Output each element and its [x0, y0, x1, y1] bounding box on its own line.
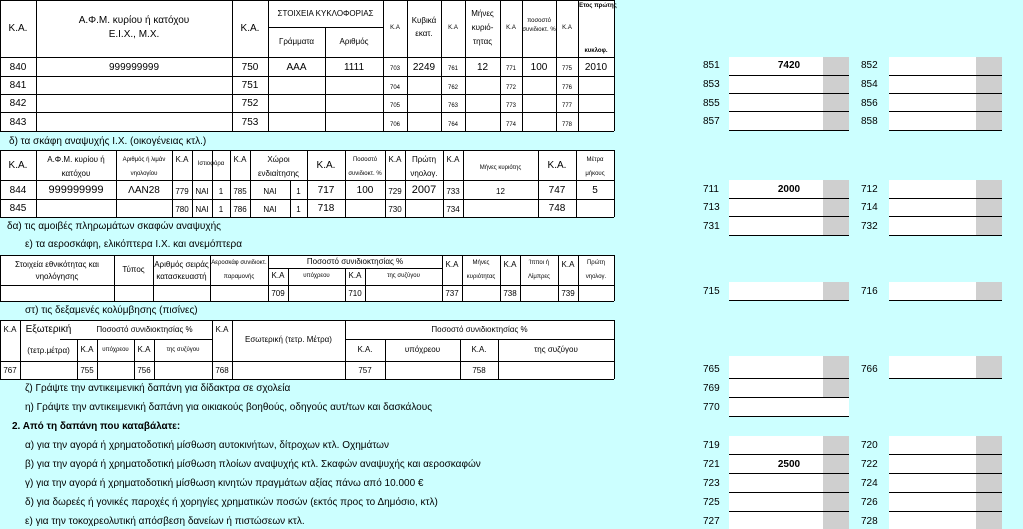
t1-r1-ka: 841 [9, 80, 27, 91]
t3-h-ippoi2: Λίμπρες [528, 274, 550, 280]
right-code-713: 713 [703, 202, 720, 213]
t2-h-proti2: νηολογ. [410, 169, 438, 178]
t1-h-grammata: Γράμματα [278, 37, 315, 46]
t4-h-syz: της συζύγου [166, 347, 200, 353]
right-grey-711 [823, 180, 849, 199]
t2-r1-afm[interactable]: 999999999 [48, 184, 104, 196]
t2-r2-k786: 786 [233, 205, 247, 214]
t1-r3-k3: 706 [389, 122, 400, 128]
right-field-728[interactable] [889, 512, 976, 529]
t1-h-mines2: κυριό- [471, 23, 494, 32]
right-field-769[interactable] [729, 379, 823, 398]
t1-r0-k6: 775 [561, 66, 572, 72]
right-grey-722 [976, 455, 1002, 474]
t3-h-ka3: Κ.Α [445, 260, 459, 269]
t1-r0-pos[interactable]: 100 [530, 62, 548, 73]
right-code-731: 731 [703, 221, 720, 232]
t2-h-ar1: Αριθμός ή λιμάν [122, 157, 166, 163]
right-code-714: 714 [861, 202, 878, 213]
t3-k737: 737 [445, 289, 459, 298]
right-code-728: 728 [861, 516, 878, 527]
right-grey-765 [823, 356, 849, 379]
t2-h-ka5: Κ.Α [388, 155, 402, 164]
t3-h-st1: Στοιχεία εθνικότητας και [15, 260, 99, 269]
t2-h-pososto2: συνιδιοκτ. % [348, 171, 382, 177]
t1-r3-k5: 774 [505, 122, 516, 128]
t2-h-ar2: νηολογίου [130, 171, 158, 177]
right-field-852[interactable] [889, 57, 976, 76]
t2-r2-one2[interactable]: 1 [296, 205, 301, 214]
t2-r1-k785: 785 [233, 187, 247, 196]
right-field-858[interactable] [889, 112, 976, 131]
t1-r1-k5: 772 [505, 85, 516, 91]
right-code-856: 856 [861, 98, 878, 109]
right-field-712[interactable] [889, 180, 976, 199]
t1-r3-ka: 843 [9, 117, 27, 128]
t2-h-ka: Κ.Α. [8, 160, 28, 171]
t2-r1-proti[interactable]: 2007 [411, 184, 437, 196]
t4-h-ext2: (τετρ.μέτρα) [27, 346, 70, 355]
right-grey-854 [976, 76, 1002, 94]
t4-h-ypox2: υπόχρεου [404, 345, 441, 354]
right-grey-857 [823, 112, 849, 131]
t1-r2-k5: 773 [505, 103, 516, 109]
right-grey-720 [976, 436, 1002, 455]
t1-r0-k5: 771 [505, 66, 516, 72]
t1-h-ka: Κ.Α. [8, 23, 28, 34]
t2-r2-k748: 748 [548, 203, 566, 214]
t1-h-ka3: Κ.Α [390, 25, 400, 31]
right-code-732: 732 [861, 221, 878, 232]
right-field-723[interactable] [729, 474, 823, 493]
t2-h-pososto1: Ποσοστό [352, 157, 378, 163]
right-code-723: 723 [703, 478, 720, 489]
t2-r1-k733: 733 [446, 187, 460, 196]
t1-r1-k6: 776 [561, 85, 572, 91]
right-field-724[interactable] [889, 474, 976, 493]
t4-h-syz2: της συζύγου [534, 345, 578, 354]
t2-r1-nai1[interactable]: ΝΑΙ [195, 187, 209, 196]
right-code-853: 853 [703, 79, 720, 90]
t3-k709: 709 [271, 289, 285, 298]
t2-r2-k718: 718 [317, 203, 335, 214]
t1-r0-mines[interactable]: 12 [476, 62, 489, 73]
t1-h-kyb1: Κυβικά [411, 16, 437, 25]
t4-h-kaf1: Κ.Α. [357, 345, 373, 354]
right-field-855[interactable] [729, 94, 823, 112]
t1-r1-k3: 704 [389, 85, 400, 91]
t3-h-mines1: Μήνες [472, 260, 490, 266]
t1-h-kyb2: εκατ. [415, 29, 433, 38]
right-field-765[interactable] [729, 356, 823, 379]
t2-r1-ka: 844 [9, 185, 27, 196]
t3-h-ar2: κατασκευαστή [156, 272, 207, 281]
right-grey-724 [976, 474, 1002, 493]
right-grey-856 [976, 94, 1002, 112]
right-field-853[interactable] [729, 76, 823, 94]
t1-r1-ka2: 751 [241, 80, 259, 91]
t4-k768: 768 [215, 366, 229, 375]
t1-r1-k4: 762 [447, 85, 458, 91]
right-grey-713 [823, 199, 849, 217]
t1-h-etos2: κυκλοφ. [584, 48, 608, 54]
t1-h-stoixeia: ΣΤΟΙΧΕΙΑ ΚΥΚΛΟΦΟΡΙΑΣ [277, 9, 374, 18]
right-code-858: 858 [861, 116, 878, 127]
right-code-765: 765 [703, 364, 720, 375]
t2-h-metra2: μήκους [585, 171, 605, 177]
t3-h-aer1: Αεροσκάφ συνιδιοκτ. [211, 260, 267, 266]
t4-h-int: Εσωτερική (τετρ. Μέτρα) [245, 335, 332, 344]
section-d-title: δ) τα σκάφη αναψυχής Ι.Χ. (οικογένειας κτλ.) [9, 136, 207, 147]
t3-h-pos: Ποσοστό συνιδιοκτησίας % [306, 257, 404, 266]
right-code-722: 722 [861, 459, 878, 470]
t2-h-proti1: Πρώτη [411, 155, 437, 164]
right-code-851: 851 [703, 60, 720, 71]
t4-k758: 758 [472, 366, 486, 375]
right-field-722[interactable] [889, 455, 976, 474]
t2-r1-metra[interactable]: 5 [592, 185, 598, 196]
right-code-715: 715 [703, 286, 720, 297]
right-grey-731 [823, 217, 849, 236]
t3-h-typos: Τύπος [122, 265, 145, 274]
right-grey-853 [823, 76, 849, 94]
right-code-716: 716 [861, 286, 878, 297]
right-field-715[interactable] [729, 282, 823, 301]
t1-r0-ar[interactable]: 1111 [343, 62, 365, 73]
section-e-title: ε) τα αεροσκάφη, ελικόπτερα Ι.Χ. και ανεμόπτερα [25, 239, 243, 250]
t2-r1-k779: 779 [175, 187, 189, 196]
right-field-856[interactable] [889, 94, 976, 112]
t2-h-ka4: Κ.Α. [316, 160, 336, 171]
section-h-title: η) Γράψτε την αντικειμενική δαπάνη για οικιακούς βοηθούς, οδηγούς αυτ/των και δασκάλους [25, 402, 433, 413]
t3-h-ka4: Κ.Α [503, 260, 517, 269]
t2-r1-one1[interactable]: 1 [218, 187, 224, 196]
t2-r1-k747: 747 [548, 185, 566, 196]
t2-r2-nai2[interactable]: ΝΑΙ [263, 205, 277, 214]
right-field-726[interactable] [889, 493, 976, 512]
right-code-724: 724 [861, 478, 878, 489]
section-a-title: α) για την αγορά ή χρηματοδοτική μίσθωση αυτοκινήτων, δίτροχων κτλ. Οχημάτων [25, 440, 389, 451]
t2-r2-one1[interactable]: 1 [218, 205, 224, 214]
t2-h-ka3: Κ.Α [233, 155, 247, 164]
t4-k755: 755 [80, 366, 94, 375]
right-grey-855 [823, 94, 849, 112]
t3-h-ar1: Αριθμός σειράς [154, 260, 209, 269]
t3-h-syz: της συζύγου [387, 273, 420, 279]
right-grey-727 [823, 512, 849, 529]
right-grey-726 [976, 493, 1002, 512]
t1-r2-k3: 705 [389, 103, 400, 109]
t1-r0-gr[interactable]: ΑΑΑ [286, 62, 307, 73]
t4-h-kaf2: Κ.Α. [471, 345, 487, 354]
section-g-title: γ) για την αγορά ή χρηματοδοτική μίσθωση κινητών πραγμάτων αξίας πάνω από 10.000 € [25, 478, 424, 489]
t3-k710: 710 [348, 289, 362, 298]
t1-r3-ka2: 753 [241, 117, 259, 128]
right-field-854[interactable] [889, 76, 976, 94]
right-grey-732 [976, 217, 1002, 236]
t4-h-pos: Ποσοστό συνιδιοκτησίας % [96, 325, 193, 334]
right-value-721[interactable]: 2500 [777, 459, 801, 470]
right-field-857[interactable] [729, 112, 823, 131]
t1-h-afm1: Α.Φ.Μ. κυρίου ή κατόχου [78, 15, 190, 26]
t4-h-ka-c: Κ.Α [215, 325, 229, 334]
right-code-855: 855 [703, 98, 720, 109]
right-code-720: 720 [861, 440, 878, 451]
t3-h-aer2: παραμονής [223, 274, 255, 280]
right-field-731[interactable] [729, 217, 823, 236]
right-field-727[interactable] [729, 512, 823, 529]
right-grey-719 [823, 436, 849, 455]
right-grey-769 [823, 379, 849, 398]
right-code-769: 769 [703, 383, 720, 394]
t2-h-ka7: Κ.Α. [547, 160, 567, 171]
right-value-851[interactable]: 7420 [777, 60, 801, 71]
section-dd-title: δ) για δωρεές ή γονικές παροχές ή χορηγίες χρηματικών ποσών (εκτός προς το Δημόσιο, κτλ) [25, 497, 438, 508]
right-code-766: 766 [861, 364, 878, 375]
section-ee-title: ε) για την τοκοχρεολυτική απόσβεση δανείων ή πιστώσεων κτλ. [25, 516, 305, 527]
right-code-725: 725 [703, 497, 720, 508]
t2-h-xoroi1: Χώροι [267, 155, 290, 164]
t3-k738: 738 [503, 289, 517, 298]
right-code-726: 726 [861, 497, 878, 508]
t1-r0-ka2: 750 [241, 62, 259, 73]
t4-h-pos2: Ποσοστό συνιδιοκτησίας % [431, 325, 528, 334]
t1-r3-k6: 778 [561, 122, 572, 128]
t4-k756: 756 [137, 366, 151, 375]
t1-h-etos1: Έτος πρώτης [578, 3, 617, 9]
t3-k739: 739 [561, 289, 575, 298]
right-grey-725 [823, 493, 849, 512]
t4-h-ka-b: Κ.Α [137, 345, 151, 354]
t2-r2-ka: 845 [9, 203, 27, 214]
right-field-714[interactable] [889, 199, 976, 217]
right-grey-721 [823, 455, 849, 474]
t2-h-ka6: Κ.Α [446, 155, 460, 164]
t2-r1-nai2[interactable]: ΝΑΙ [263, 187, 277, 196]
right-grey-728 [976, 512, 1002, 529]
section-z-title: ζ) Γράψτε την αντικειμενική δαπάνη για δίδακτρα σε σχολεία [25, 383, 291, 394]
t3-h-ka2: Κ.Α [348, 271, 362, 280]
t2-h-xoroi2: ενδιαίτησης [257, 169, 300, 178]
t1-h-afm2: Ε.Ι.Χ., Μ.Χ. [108, 29, 160, 40]
t3-h-ypox: υπόχρεου [303, 273, 330, 279]
right-grey-766 [976, 356, 1002, 379]
right-grey-852 [976, 57, 1002, 76]
t2-r1-pos[interactable]: 100 [356, 185, 374, 196]
section-st-title: στ) τις δεξαμενές κολύμβησης (πισίνες) [25, 305, 198, 316]
right-grey-715 [823, 282, 849, 301]
t1-r0-kyb[interactable]: 2249 [412, 62, 436, 73]
t1-h-ka4: Κ.Α [448, 25, 458, 31]
t2-h-ka2: Κ.Α [175, 155, 189, 164]
t1-h-ka6: Κ.Α [562, 25, 572, 31]
right-grey-714 [976, 199, 1002, 217]
t3-h-ippoi1: Ίπποι ή [528, 260, 550, 266]
right-grey-858 [976, 112, 1002, 131]
right-value-711[interactable]: 2000 [777, 184, 801, 195]
t2-r1-one2[interactable]: 1 [296, 187, 301, 196]
right-field-719[interactable] [729, 436, 823, 455]
right-code-852: 852 [861, 60, 878, 71]
t1-r2-k6: 777 [561, 103, 572, 109]
right-grey-723 [823, 474, 849, 493]
section-2-title: 2. Από τη δαπάνη που καταβάλατε: [12, 421, 181, 432]
right-code-857: 857 [703, 116, 720, 127]
t4-k757: 757 [358, 366, 372, 375]
section-b-title: β) για την αγορά ή χρηματοδοτική μίσθωση πλοίων αναψυχής κτλ. Σκαφών αναψυχής και αεροσκαφών [25, 459, 481, 470]
right-code-727: 727 [703, 516, 720, 527]
t1-r0-ka: 840 [9, 62, 27, 73]
t1-r2-ka: 842 [9, 98, 27, 109]
t1-h-pososto1: ποσοστό [527, 18, 551, 24]
t2-h-afm2: κατόχου [61, 169, 91, 178]
right-field-725[interactable] [729, 493, 823, 512]
t4-h-ka-a: Κ.Α [80, 345, 94, 354]
right-field-716[interactable] [889, 282, 976, 301]
right-code-719: 719 [703, 440, 720, 451]
t2-r1-mines[interactable]: 12 [496, 187, 505, 196]
t1-r2-ka2: 752 [241, 98, 259, 109]
t3-h-ka5: Κ.Α [561, 260, 575, 269]
t1-h-arithmos: Αριθμός [339, 37, 369, 46]
t2-r2-k734: 734 [446, 205, 460, 214]
t1-r2-k4: 763 [447, 103, 458, 109]
t1-h-ka2: Κ.Α. [240, 23, 260, 34]
t2-r1-k729: 729 [388, 187, 402, 196]
t2-h-metra1: Μέτρα [586, 157, 604, 163]
right-code-854: 854 [861, 79, 878, 90]
t1-h-pososto2: συνιδιοκτ. % [522, 27, 556, 33]
right-field-770[interactable] [729, 398, 849, 417]
right-grey-851 [823, 57, 849, 76]
right-grey-712 [976, 180, 1002, 199]
t1-r0-afm[interactable]: 999999999 [108, 62, 160, 73]
t1-h-mines1: Μήνες [471, 9, 494, 18]
right-code-711: 711 [703, 184, 719, 195]
t1-r0-k3: 703 [389, 66, 400, 72]
right-field-766[interactable] [889, 356, 976, 379]
right-code-770: 770 [703, 402, 720, 413]
t1-r0-k4: 761 [447, 66, 458, 72]
t2-r2-k730: 730 [388, 205, 402, 214]
t1-h-ka5: Κ.Α [506, 25, 516, 31]
right-code-721: 721 [703, 459, 720, 470]
right-code-712: 712 [861, 184, 878, 195]
right-grey-716 [976, 282, 1002, 301]
section-da-title: δα) τις αμοιβές πληρωμάτων σκαφών αναψυχής [7, 221, 221, 232]
t2-r2-nai1[interactable]: ΝΑΙ [195, 205, 209, 214]
right-field-713[interactable] [729, 199, 823, 217]
t4-h-ext1: Εξωτερική [25, 324, 72, 335]
t4-h-ypox: υπόχρεου [102, 347, 129, 353]
t3-h-proti2: νηολογ. [585, 274, 607, 280]
t2-h-istio: Ιστιοφόρα [197, 161, 225, 167]
t2-h-mines: Μήνες κυριότης [479, 165, 522, 171]
t3-h-proti1: Πρώτη [586, 260, 606, 266]
t3-h-mines2: κυριότητας [466, 274, 496, 280]
t1-r3-k4: 764 [447, 122, 458, 128]
right-field-732[interactable] [889, 217, 976, 236]
t3-h-st2: νηολόγησης [35, 272, 79, 281]
t4-h-ka: Κ.Α [3, 325, 17, 334]
t4-k767: 767 [3, 366, 17, 375]
t3-h-ka1: Κ.Α [271, 271, 285, 280]
t2-r1-k717: 717 [317, 185, 335, 196]
t1-r0-etos[interactable]: 2010 [584, 62, 608, 73]
right-field-720[interactable] [889, 436, 976, 455]
t2-h-afm1: Α.Φ.Μ. κυρίου ή [47, 155, 105, 164]
t2-r1-ar[interactable]: ΛΑΝ28 [128, 185, 160, 196]
t2-r2-k780: 780 [175, 205, 189, 214]
t1-h-mines3: τητας [472, 37, 493, 46]
